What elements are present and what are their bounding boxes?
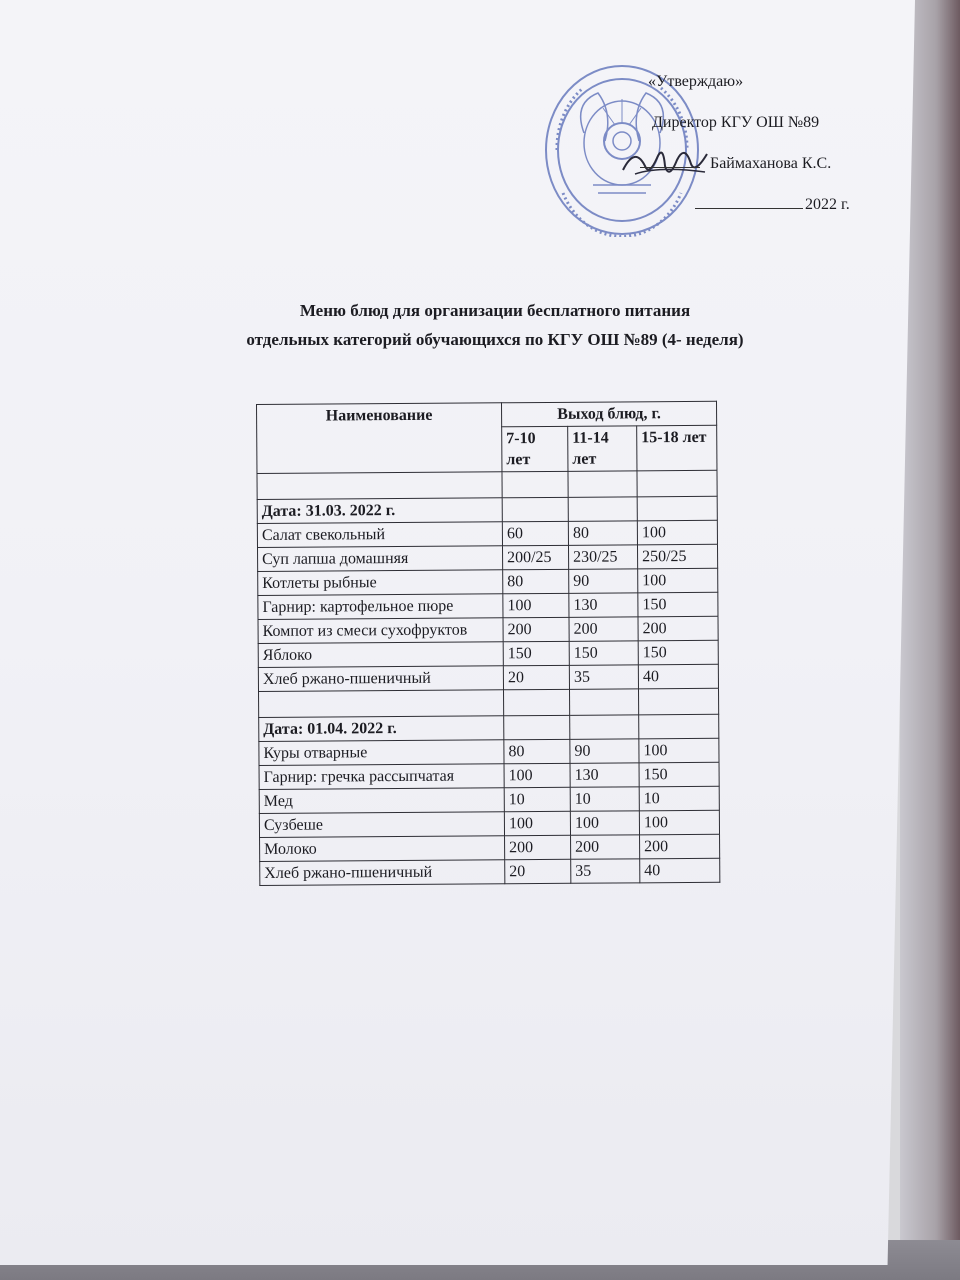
dish-name: Хлеб ржано-пшеничный <box>258 666 503 692</box>
document-title-line-1: Меню блюд для организации бесплатного питания <box>299 301 691 320</box>
dish-name: Суп лапша домашняя <box>258 546 503 572</box>
director-title: Директор КГУ ОШ №89 <box>652 114 820 131</box>
header-output: Выход блюд, г. <box>501 401 716 427</box>
date-label: Дата: 31.03. 2022 г. <box>257 498 502 524</box>
table-row <box>258 592 718 619</box>
portion-value: 200/25 <box>502 545 568 569</box>
table-row <box>259 786 719 813</box>
portion-value: 150 <box>638 592 718 617</box>
dish-name: Компот из смеси сухофруктов <box>258 618 503 644</box>
portion-value: 130 <box>569 593 638 617</box>
portion-value: 100 <box>503 593 569 617</box>
portion-value: 200 <box>640 834 720 859</box>
dish-name: Яблоко <box>258 642 503 668</box>
portion-value: 20 <box>505 859 571 883</box>
dish-name: Котлеты рыбные <box>258 570 503 596</box>
portion-value: 250/25 <box>637 544 717 569</box>
portion-value: 40 <box>638 664 718 689</box>
document-title-line-2: отдельных категорий обучающихся по КГУ ОШ №89 (4- неделя) <box>246 330 744 349</box>
portion-value: 200 <box>503 617 569 641</box>
portion-value: 10 <box>570 787 639 811</box>
date-blank <box>695 208 803 209</box>
approval-year: 2022 г. <box>805 196 850 213</box>
table-row <box>258 664 718 691</box>
table-row <box>259 810 719 837</box>
portion-value: 90 <box>570 739 639 763</box>
portion-value: 35 <box>569 665 638 689</box>
empty-row <box>259 688 719 717</box>
date-label: Дата: 01.04. 2022 г. <box>259 716 504 742</box>
portion-value: 200 <box>505 835 571 859</box>
approval-date-line <box>695 196 850 214</box>
dish-name: Куры отварные <box>259 740 504 766</box>
date-row <box>259 714 719 741</box>
portion-value: 90 <box>569 569 638 593</box>
table-row <box>258 640 718 667</box>
approval-heading: «Утверждаю» <box>648 73 744 90</box>
portion-value: 130 <box>570 763 639 787</box>
portion-value: 150 <box>503 641 569 665</box>
portion-value: 100 <box>637 520 717 545</box>
portion-value: 80 <box>503 569 569 593</box>
age-group-11-14: 11-14 лет <box>568 426 637 471</box>
dish-name: Хлеб ржано-пшеничный <box>260 860 505 886</box>
dish-name: Салат свекольный <box>257 522 502 548</box>
age-group-7-10: 7-10 лет <box>502 426 568 471</box>
portion-value: 150 <box>638 640 718 665</box>
table-row <box>260 834 720 861</box>
signature-blank <box>640 167 700 168</box>
dish-name: Гарнир: гречка рассыпчатая <box>259 764 504 790</box>
portion-value: 20 <box>503 665 569 689</box>
header-name: Наименование <box>257 403 502 474</box>
portion-value: 230/25 <box>568 545 637 569</box>
portion-value: 200 <box>571 835 640 859</box>
portion-value: 35 <box>571 859 640 883</box>
portion-value: 10 <box>639 786 719 811</box>
portion-value: 10 <box>504 787 570 811</box>
portion-value: 150 <box>639 762 719 787</box>
table-row <box>258 568 718 595</box>
signatory-name: Баймаханова К.С. <box>710 155 832 172</box>
portion-value: 80 <box>504 739 570 763</box>
portion-value: 80 <box>568 521 637 545</box>
date-row <box>257 496 717 523</box>
portion-value: 200 <box>638 616 718 641</box>
portion-value: 60 <box>502 521 568 545</box>
table-row <box>258 616 718 643</box>
signature-line <box>640 155 831 173</box>
menu-table <box>256 401 720 886</box>
portion-value: 100 <box>504 811 570 835</box>
portion-value: 150 <box>569 641 638 665</box>
portion-value: 200 <box>569 617 638 641</box>
table-row <box>258 544 718 571</box>
portion-value: 100 <box>639 738 719 763</box>
portion-value: 100 <box>504 763 570 787</box>
dish-name: Молоко <box>260 836 505 862</box>
dish-name: Мед <box>259 788 504 814</box>
empty-row <box>257 470 717 499</box>
dish-name: Гарнир: картофельное пюре <box>258 594 503 620</box>
portion-value: 100 <box>570 811 639 835</box>
portion-value: 100 <box>639 810 719 835</box>
table-row <box>257 520 717 547</box>
dish-name: Сузбеше <box>259 812 504 838</box>
table-row <box>260 858 720 885</box>
age-group-15-18: 15-18 лет <box>637 425 717 471</box>
table-row <box>259 762 719 789</box>
portion-value: 100 <box>638 568 718 593</box>
portion-value: 40 <box>640 858 720 883</box>
table-row <box>259 738 719 765</box>
menu-table-body <box>257 496 720 885</box>
